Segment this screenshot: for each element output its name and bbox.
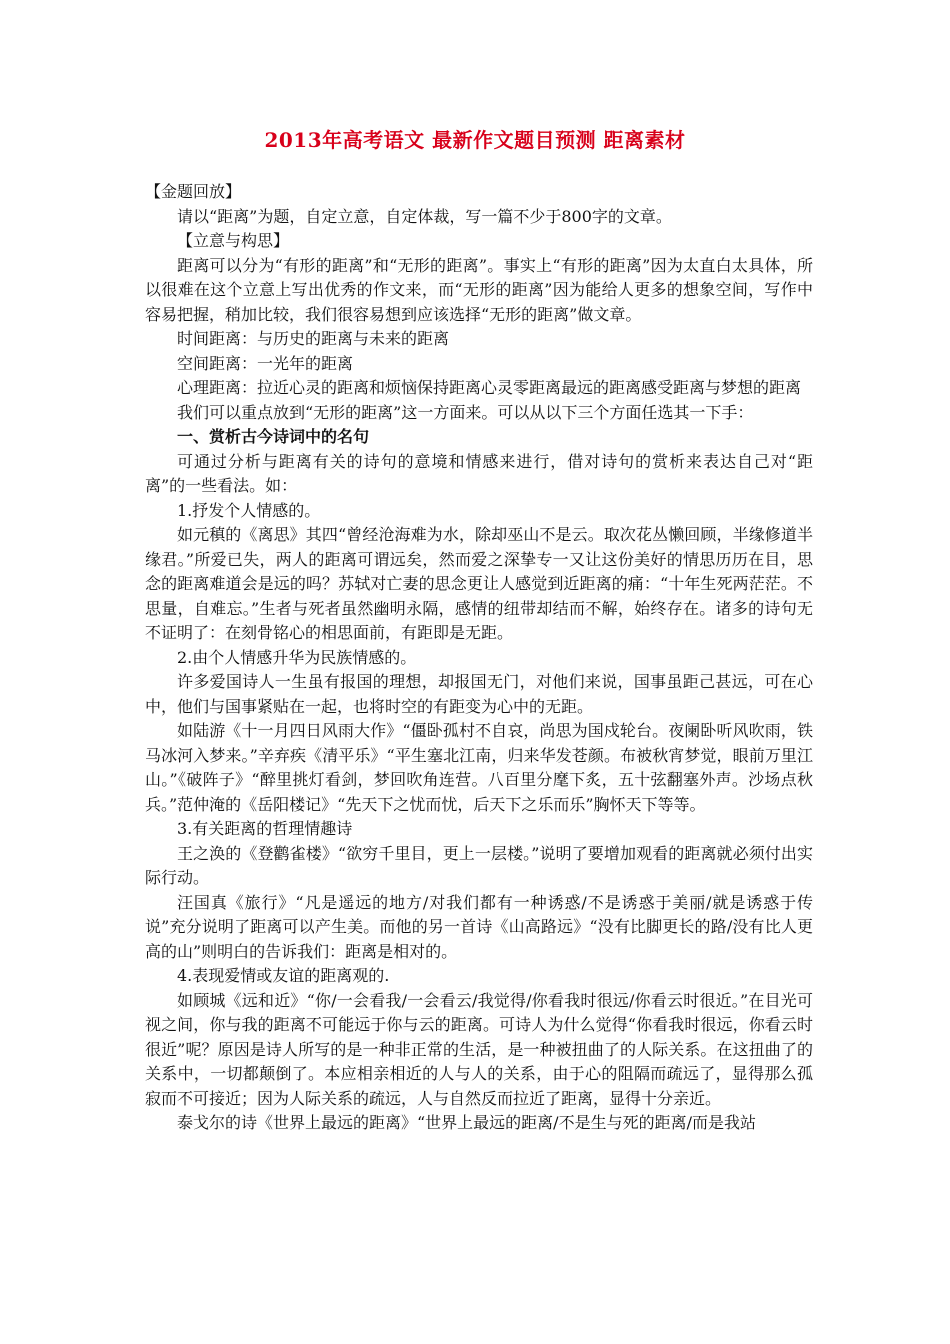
paragraph: 心理距离：拉近心灵的距离和烦恼保持距离心灵零距离最远的距离感受距离与梦想的距离 xyxy=(177,378,802,397)
paragraph: 空间距离：一光年的距离 xyxy=(177,353,354,373)
paragraph: 泰戈尔的诗《世界上最远的距离》“世界上最远的距离/不是生与死的距离/而是我站 xyxy=(177,1113,756,1132)
document-body xyxy=(145,180,813,1136)
section-heading-poetry: 一、赏析古今诗词中的名句 xyxy=(177,427,370,446)
paragraph: 请以“距离”为题，自定立意，自定体裁，写一篇不少于800字的文章。 xyxy=(177,206,672,226)
paragraph: 时间距离：与历史的距离与未来的距离 xyxy=(177,329,450,348)
section-heading-gold-question: 【金题回放】 xyxy=(145,182,242,201)
document-title: 2013年高考语文 最新作文题目预测 距离素材 xyxy=(264,128,686,152)
paragraph: 如顾城《远和近》“你/一会看我/一会看云/我觉得/你看我时很远/你看云时很近。”在目光可视之间，你与我的距离不可能远于你与云的距离。可诗人为什么觉得“你看我时很远，你看云时很近”呢？原因是诗人所写的是一种非正常的生活，是一种被扭曲了的人际关系。在这扭曲了的关系中，一切都颠倒了。本应相亲相近的人与人的关系，由于心的阻隔而疏远了，显得那么孤寂而不可接近；因为人际关系的疏远，人与自然反而拉近了距离，显得十分亲近。 xyxy=(145,990,813,1108)
section-heading-concept: 【立意与构思】 xyxy=(177,231,290,250)
paragraph: 距离可以分为“有形的距离”和“无形的距离”。事实上“有形的距离”因为太直白太具体，所以很难在这个立意上写出优秀的作文来，而“无形的距离”因为能给人更多的想象空间，写作中容易把握，稍加比较，我们很容易想到应该选择“无形的距离”做文章。 xyxy=(145,255,813,324)
subheading: 1.抒发个人情感的。 xyxy=(177,500,321,520)
subheading: 2.由个人情感升华为民族情感的。 xyxy=(177,647,417,667)
paragraph: 许多爱国诗人一生虽有报国的理想，却报国无门，对他们来说，国事虽距己甚远，可在心中，他们与国事紧贴在一起，也将时空的有距变为心中的无距。 xyxy=(145,672,813,716)
subheading: 3.有关距离的哲理情趣诗 xyxy=(177,819,353,838)
paragraph: 如陆游《十一月四日风雨大作》“僵卧孤村不自哀，尚思为国戍轮台。夜阑卧听风吹雨，铁马冰河入梦来。”辛弃疾《清平乐》“平生塞北江南，归来华发苍颜。布被秋宵梦觉，眼前万里江山。”《破阵子》“醉里挑灯看剑，梦回吹角连营。八百里分麾下炙，五十弦翻塞外声。沙场点秋兵。”范仲淹的《岳阳楼记》“先天下之忧而忧，后天下之乐而乐”胸怀天下等等。 xyxy=(145,721,813,814)
paragraph: 可通过分析与距离有关的诗句的意境和情感来进行，借对诗句的赏析来表达自己对“距离”的一些看法。如： xyxy=(145,451,813,495)
paragraph: 我们可以重点放到“无形的距离”这一方面来。可以从以下三个方面任选其一下手： xyxy=(177,402,754,422)
paragraph: 如元稹的《离思》其四“曾经沧海难为水，除却巫山不是云。取次花丛懒回顾，半缘修道半缘君。”所爱已失，两人的距离可谓远矣，然而爱之深挚专一又让这份美好的情思历历在目，思念的距离难道会是远的吗？苏轼对亡妻的思念更让人感觉到近距离的痛：“十年生死两茫茫。不思量，自难忘。”生者与死者虽然幽明永隔，感情的纽带却结而不解，始终存在。诸多的诗句无不证明了：在刻骨铭心的相思面前，有距即是无距。 xyxy=(145,525,813,642)
paragraph: 汪国真《旅行》“凡是遥远的地方/对我们都有一种诱惑/不是诱惑于美丽/就是诱惑于传说”充分说明了距离可以产生美。而他的另一首诗《山高路远》“没有比脚更长的路/没有比人更高的山”则明白的告诉我们：距离是相对的。 xyxy=(145,892,813,961)
subheading: 4.表现爱情或友谊的距离观的. xyxy=(177,966,390,985)
paragraph: 王之涣的《登鹳雀楼》“欲穷千里目，更上一层楼。”说明了要增加观看的距离就必须付出实际行动。 xyxy=(145,843,813,887)
